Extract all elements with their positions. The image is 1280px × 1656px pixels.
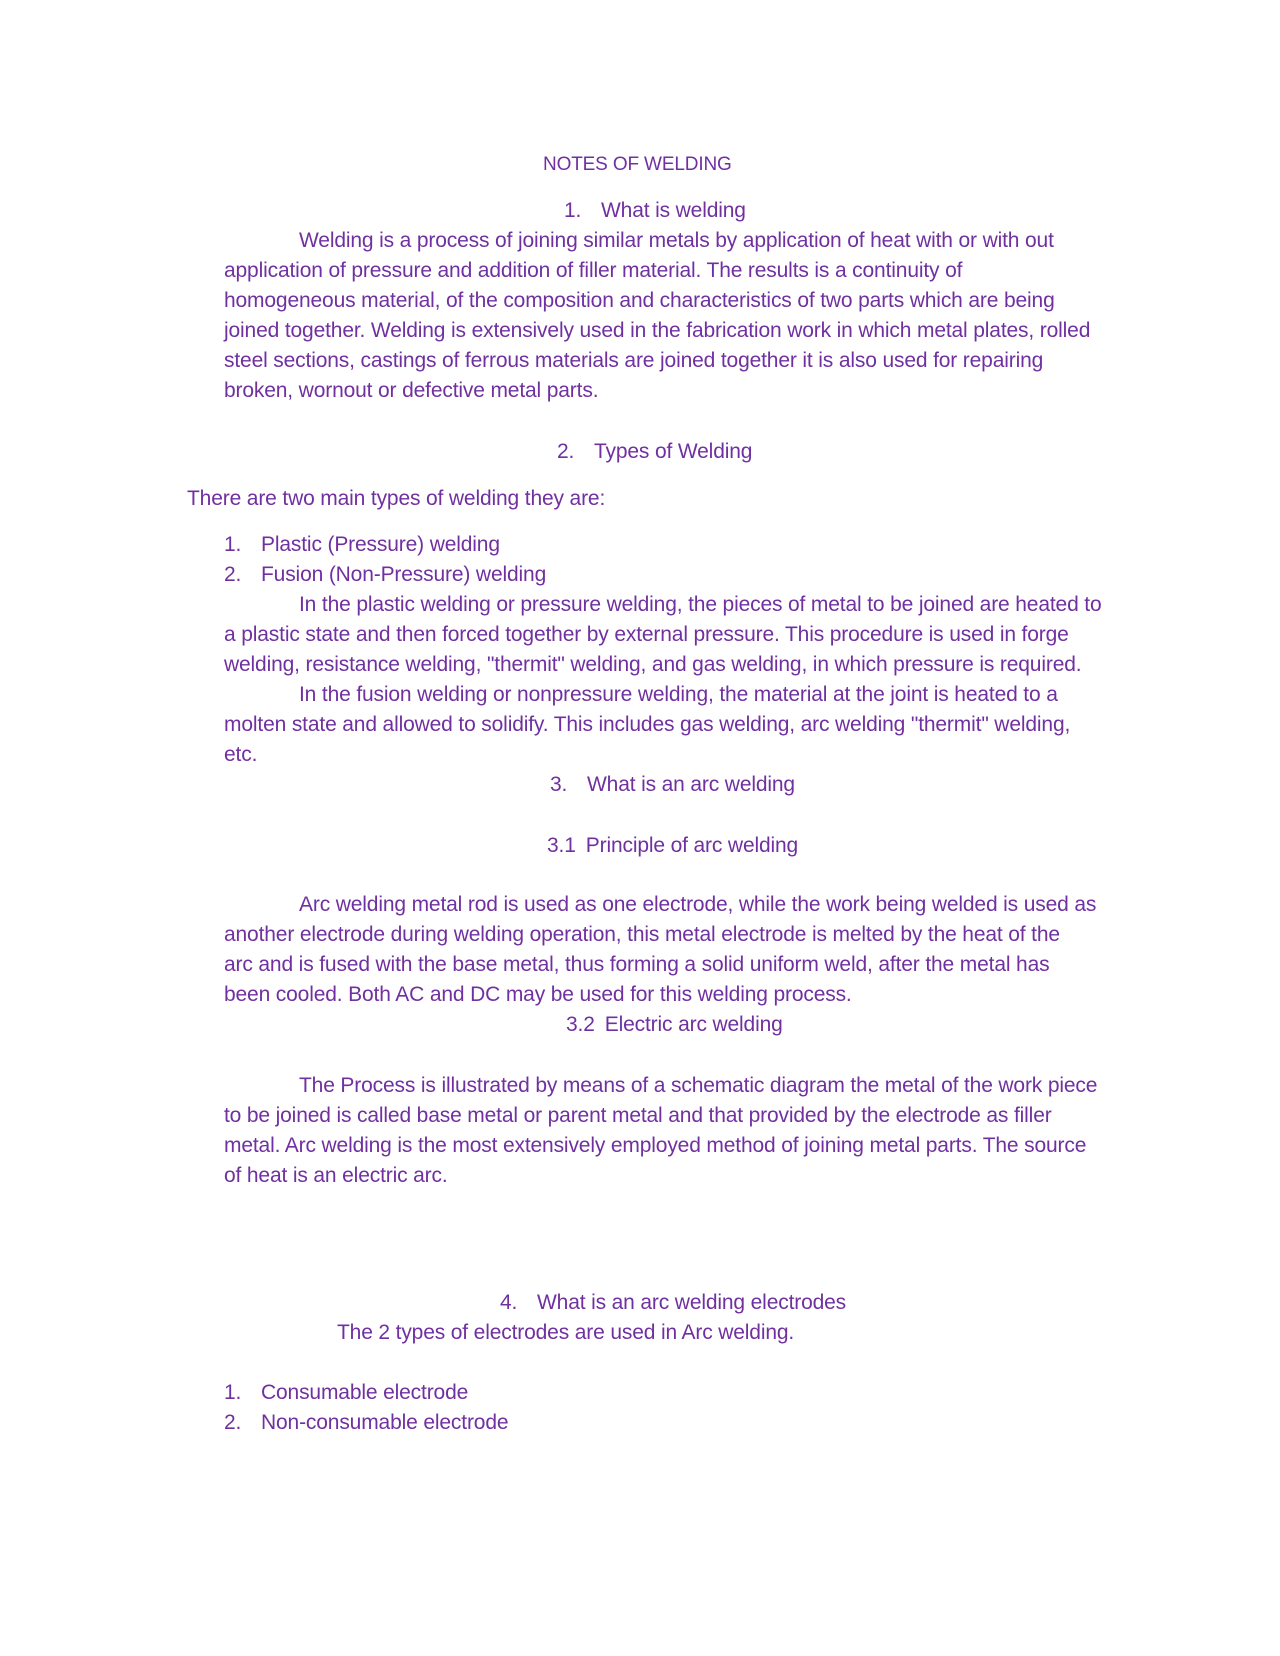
paragraph-line: Welding is a process of joining similar metals by application of heat with or with out [299, 229, 1054, 252]
paragraph-line: broken, wornout or defective metal parts. [224, 379, 599, 402]
paragraph-line: Arc welding metal rod is used as one electrode, while the work being welded is used as [299, 893, 1097, 916]
section-3-2-heading-text: Electric arc welding [604, 1013, 783, 1036]
section-4-number: 4. [500, 1291, 518, 1314]
paragraph-line: The Process is illustrated by means of a schematic diagram the metal of the work piece [299, 1074, 1098, 1097]
list-item-text: Consumable electrode [261, 1381, 469, 1404]
paragraph-line: In the plastic welding or pressure welding, the pieces of metal to be joined are heated to [299, 593, 1102, 616]
list-item [224, 530, 500, 560]
section-3-number: 3. [550, 773, 568, 796]
list-item-number: 1. [224, 1381, 242, 1404]
section-2-number: 2. [557, 440, 575, 463]
list-item [224, 1408, 508, 1438]
section-4-intro: The 2 types of electrodes are used in Arc welding. [337, 1321, 795, 1344]
list-item-text: Fusion (Non-Pressure) welding [261, 563, 547, 586]
paragraph-line: metal. Arc welding is the most extensively employed method of joining metal parts. The source [224, 1134, 1087, 1157]
list-item [224, 560, 546, 590]
section-3-1-heading [547, 831, 798, 861]
plastic-welding-paragraph [224, 590, 1124, 680]
section-1-heading [564, 196, 746, 226]
paragraph-line: a plastic state and then forced together by external pressure. This procedure is used in forge [224, 623, 1069, 646]
paragraph-line: joined together. Welding is extensively used in the fabrication work in which metal plates, rolled [224, 319, 1091, 342]
paragraph-line: arc and is fused with the base metal, thus forming a solid uniform weld, after the metal has [224, 953, 1050, 976]
section-2-heading [557, 437, 752, 467]
paragraph-line: welding, resistance welding, "thermit" welding, and gas welding, in which pressure is required. [224, 653, 1082, 676]
paragraph-line: application of pressure and addition of filler material. The results is a continuity of [224, 259, 963, 282]
paragraph-line: homogeneous material, of the composition and characteristics of two parts which are being [224, 289, 1055, 312]
section-2-intro: There are two main types of welding they are: [187, 487, 606, 510]
paragraph-line: steel sections, castings of ferrous materials are joined together it is also used for repairing [224, 349, 1044, 372]
list-item-text: Non-consumable electrode [261, 1411, 509, 1434]
fusion-welding-paragraph [224, 680, 1124, 770]
paragraph-line: molten state and allowed to solidify. This includes gas welding, arc welding "thermit" welding, [224, 713, 1071, 736]
paragraph-line: another electrode during welding operation, this metal electrode is melted by the heat of the [224, 923, 1060, 946]
section-2-heading-text: Types of Welding [594, 440, 753, 463]
paragraph-line: of heat is an electric arc. [224, 1164, 448, 1187]
list-item-number: 1. [224, 533, 242, 556]
section-3-1-number: 3.1 [547, 834, 576, 857]
section-3-2-heading [566, 1010, 783, 1040]
section-3-heading-text: What is an arc welding [587, 773, 795, 796]
list-item-text: Plastic (Pressure) welding [261, 533, 500, 556]
paragraph-line: etc. [224, 743, 258, 766]
section-3-1-heading-text: Principle of arc welding [585, 834, 799, 857]
paragraph-line: been cooled. Both AC and DC may be used for this welding process. [224, 983, 852, 1006]
section-1-paragraph [224, 226, 1124, 406]
paragraph-line: In the fusion welding or nonpressure welding, the material at the joint is heated to a [299, 683, 1058, 706]
section-4-heading-text: What is an arc welding electrodes [537, 1291, 847, 1314]
section-3-1-paragraph [224, 890, 1124, 1010]
list-item [224, 1378, 468, 1408]
section-3-heading [550, 770, 795, 800]
list-item-number: 2. [224, 563, 242, 586]
paragraph-line: to be joined is called base metal or parent metal and that provided by the electrode as filler [224, 1104, 1052, 1127]
section-4-heading [500, 1288, 846, 1318]
list-item-number: 2. [224, 1411, 242, 1434]
section-3-2-paragraph [224, 1071, 1124, 1191]
page-title: NOTES OF WELDING [543, 154, 732, 175]
section-3-2-number: 3.2 [566, 1013, 595, 1036]
section-1-number: 1. [564, 199, 582, 222]
section-1-heading-text: What is welding [601, 199, 746, 222]
